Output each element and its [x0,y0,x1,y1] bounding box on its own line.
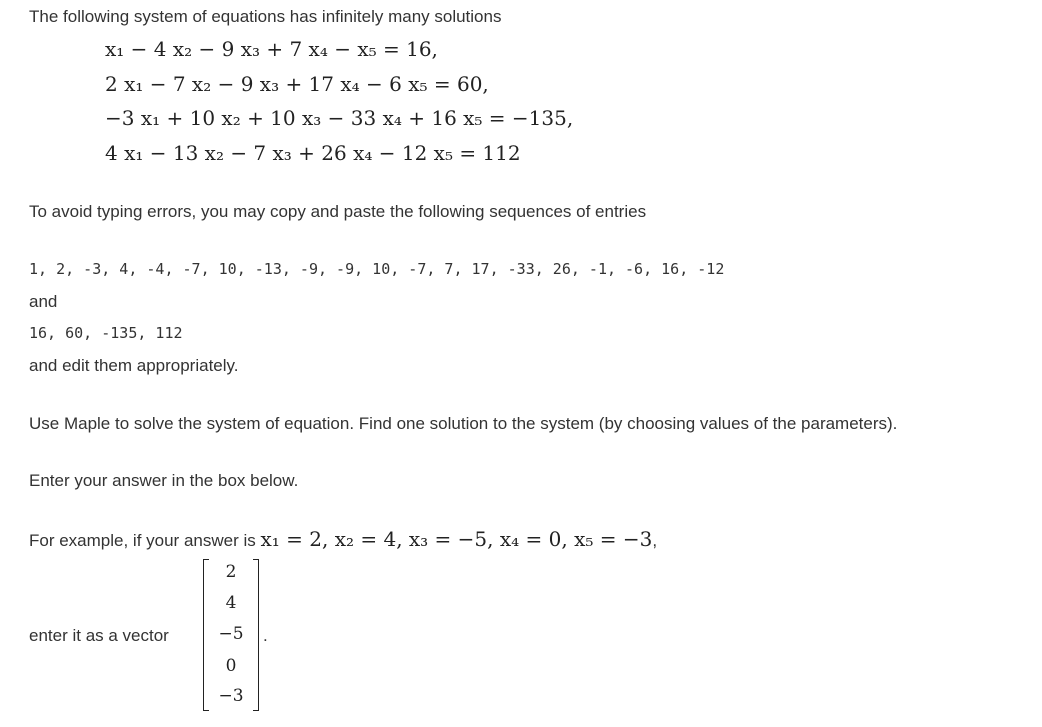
edit-note: and edit them appropriately. [29,356,239,375]
equation-2: 2 x₁ − 7 x₂ − 9 x₃ + 17 x₄ − 6 x₅ = 60, [105,72,489,96]
example-values: x₁ = 2, x₂ = 4, x₃ = −5, x₄ = 0, x₅ = −3 [260,527,653,551]
and-text: and [29,292,58,311]
vector-period: . [263,626,268,645]
vector-label: enter it as a vector [29,626,169,645]
coefficient-sequence[interactable]: 1, 2, -3, 4, -4, -7, 10, -13, -9, -9, 10, -7, 7, 17, -33, 26, -1, -6, 16, -12 [29,260,725,278]
vector-entry-1: 2 [225,562,237,582]
example-prefix: For example, if your answer is [29,531,256,550]
equation-4: 4 x₁ − 13 x₂ − 7 x₃ + 26 x₄ − 12 x₅ = 112 [105,141,521,165]
equation-1: x₁ − 4 x₂ − 9 x₃ + 7 x₄ − x₅ = 16, [105,37,438,61]
vector-entry-3: −5 [218,624,244,644]
constant-sequence[interactable]: 16, 60, -135, 112 [29,324,183,342]
vector-entry-2: 4 [225,593,237,613]
vector-entry-5: −3 [218,686,244,706]
copy-note: To avoid typing errors, you may copy and paste the following sequences of entries [29,202,647,221]
example-vector [203,559,259,711]
vector-entry-4: 0 [225,656,237,676]
intro-text: The following system of equations has infinitely many solutions [29,7,502,26]
enter-instruction: Enter your answer in the box below. [29,471,299,490]
equation-3: −3 x₁ + 10 x₂ + 10 x₃ − 33 x₄ + 16 x₅ = −135, [105,106,574,130]
maple-instruction: Use Maple to solve the system of equation. Find one solution to the system (by choosing values of the parameters). [29,414,898,433]
example-suffix: , [652,531,658,550]
example-line [29,527,657,551]
